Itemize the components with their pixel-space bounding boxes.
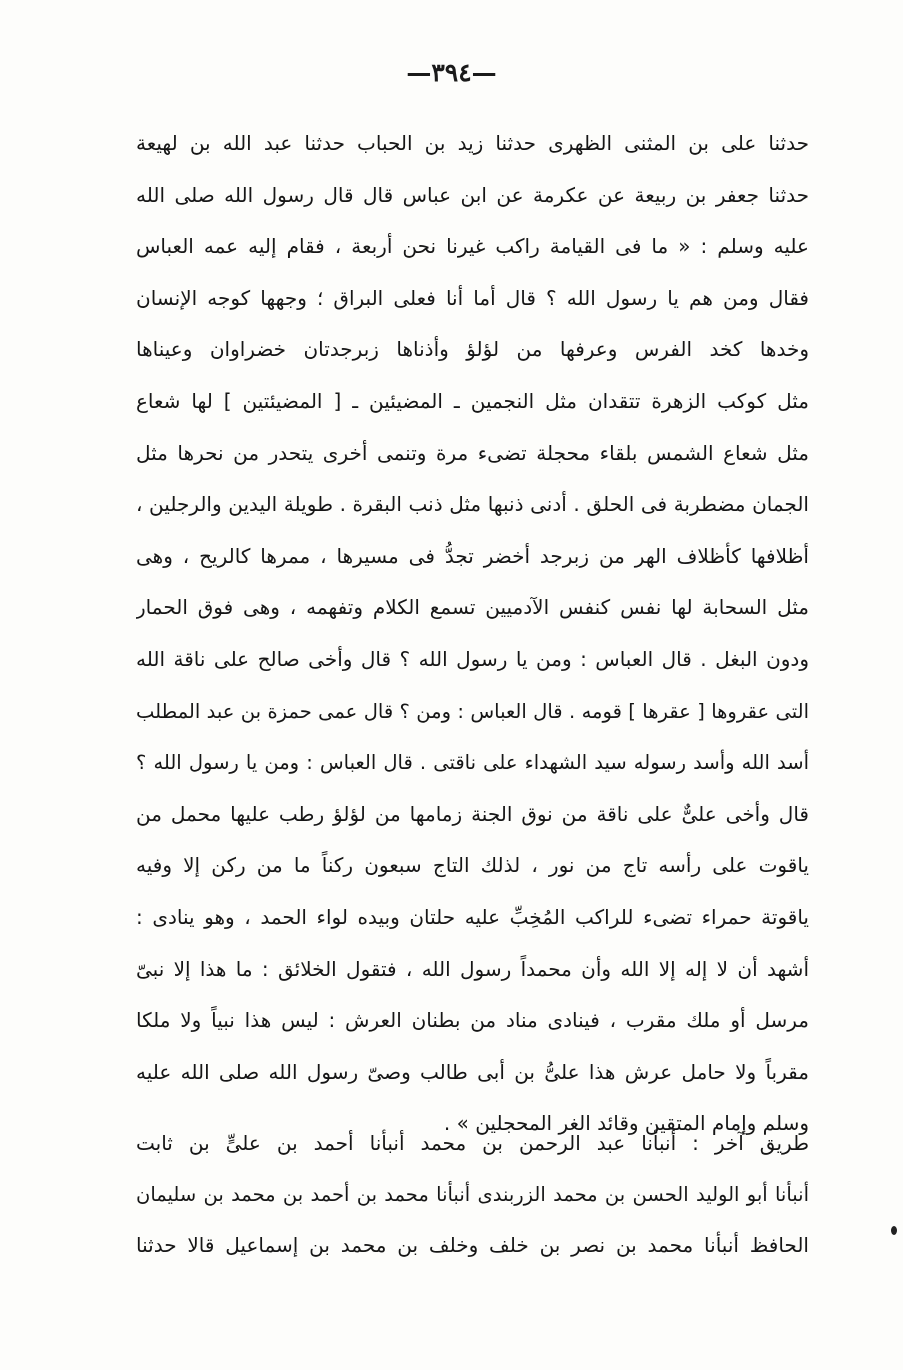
text-line: ياقوتة حمراء تضىء للراكب المُخِبِّ عليه حلتان وبيده لواء الحمد ، وهو ينادى : bbox=[136, 904, 809, 929]
text-line: ودون البغل . قال العباس : ومن يا رسول الله ؟ قال وأخى صالح على ناقة الله bbox=[136, 646, 809, 671]
text-line: مرسل أو ملك مقرب ، فينادى مناد من بطنان العرش : ليس هذا نبياً ولا ملكا bbox=[136, 1008, 809, 1033]
text-line: طريق آخر : أنبأنا عبد الرحمن بن محمد أنبأنا أحمد بن علىٍّ بن ثابت bbox=[136, 1131, 809, 1155]
text-line: ياقوت على رأسه تاج من نور ، لذلك التاج سبعون ركناً ما من ركن إلا وفيه bbox=[136, 853, 809, 878]
text-line: التى عقروها [ عقرها ] قومه . قال العباس : ومن ؟ قال عمى حمزة بن عبد المطلب bbox=[136, 699, 809, 723]
text-line: حدثنا على بن المثنى الظهرى حدثنا زيد بن الحباب حدثنا عبد الله بن لهيعة bbox=[136, 131, 809, 155]
text-line: أسد الله وأسد رسوله سيد الشهداء على ناقتى . قال العباس : ومن يا رسول الله ؟ bbox=[136, 751, 809, 775]
text-line: حدثنا جعفر بن ربيعة عن عكرمة عن ابن عباس قال قال رسول الله صلى الله bbox=[136, 182, 809, 207]
text-line: الجمان مضطربة فى الحلق . أدنى ذنبها مثل ذنب البقرة . طويلة اليدين والرجلين ، bbox=[136, 492, 809, 517]
text-line: عليه وسلم : « ما فى القيامة راكب غيرنا نحن أربعة ، فقام إليه عمه العباس bbox=[136, 234, 809, 259]
text-line: أشهد أن لا إله إلا الله وأن محمداً رسول الله ، فتقول الخلائق : ما هذا إلا نبىّ bbox=[136, 956, 809, 981]
text-line: الحافظ أنبأنا محمد بن نصر بن خلف وخلف بن محمد بن إسماعيل قالا حدثنا bbox=[136, 1233, 809, 1257]
text-line: أنبأنا أبو الوليد الحسن بن محمد الزربندى أنبأنا محمد بن أحمد بن محمد بن سليمان bbox=[136, 1183, 809, 1206]
text-line: فقال ومن هم يا رسول الله ؟ قال أما أنا فعلى البراق ؛ وجهها كوجه الإنسان bbox=[136, 285, 809, 310]
text-line: مثل كوكب الزهرة تتقدان مثل النجمين ـ المضيئين ـ [ المضيئتين ] لها شعاع bbox=[136, 388, 809, 413]
scan-speck bbox=[891, 1226, 897, 1235]
text-line: مثل شعاع الشمس بلقاء محجلة تضىء مرة وتنمى أخرى يتحدر من نحرها مثل bbox=[136, 440, 809, 465]
text-line: وسلم وإمام المتقين وقائد الغر المحجلين » . bbox=[443, 1111, 809, 1136]
text-line: وخدها كخد الفرس وعرفها من لؤلؤ وأذناها زبرجدتان خضراوان وعيناها bbox=[136, 337, 809, 362]
text-line: أظلافها كأظلاف الهر من زبرجد أخضر تجدُّ فى مسيرها ، ممرها كالريح ، وهى bbox=[136, 543, 809, 568]
text-line: مقرباً ولا حامل عرش هذا علىُّ بن أبى طالب وصىّ رسول الله صلى الله عليه bbox=[136, 1059, 809, 1084]
text-line: قال وأخى علىٌّ على ناقة من نوق الجنة زمامها من لؤلؤ رطب عليها محمل من bbox=[136, 801, 809, 826]
page-number: —٣٩٤— bbox=[406, 58, 497, 87]
paragraph-hadith bbox=[136, 118, 809, 1150]
paragraph-chain bbox=[136, 1118, 809, 1271]
text-line: مثل السحابة لها نفس كنفس الآدميين تسمع الكلام وتفهمه ، وهى فوق الحمار bbox=[136, 595, 809, 620]
